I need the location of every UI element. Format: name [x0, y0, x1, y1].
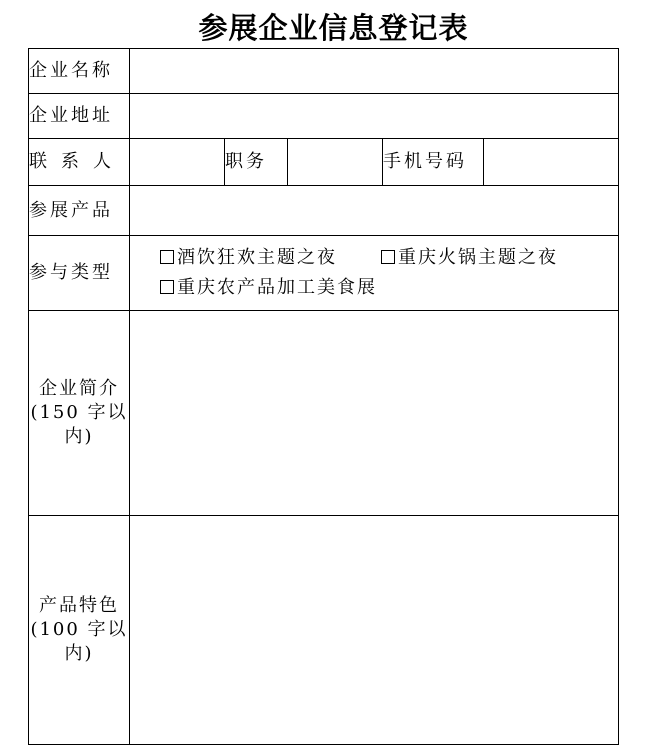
position-field[interactable]	[288, 139, 383, 186]
product-features-label	[29, 516, 130, 745]
company-name-label: 企业名称	[29, 49, 130, 94]
phone-field[interactable]	[484, 139, 619, 186]
option-chongqing-hotpot-night[interactable]	[381, 243, 558, 273]
product-features-label-line2: (100 字以	[30, 619, 128, 640]
participation-type-options	[130, 236, 619, 311]
contact-label: 联系人	[29, 139, 130, 186]
product-features-label-line1: 产品特色	[39, 595, 119, 616]
option-wine-carnival-night[interactable]	[160, 243, 337, 273]
option-chongqing-hotpot-night-label: 重庆火锅主题之夜	[398, 247, 558, 268]
company-intro-label-line2: (150 字以	[30, 402, 128, 423]
company-intro-label	[29, 311, 130, 516]
row-contact	[29, 139, 619, 186]
products-label: 参展产品	[29, 186, 130, 236]
page-title: 参展企业信息登记表	[198, 11, 469, 45]
product-features-field[interactable]	[130, 516, 619, 745]
company-intro-label-line1: 企业简介	[39, 378, 119, 399]
row-products	[29, 186, 619, 236]
contact-field[interactable]	[130, 139, 225, 186]
company-intro-field[interactable]	[130, 311, 619, 516]
row-participation-type	[29, 236, 619, 311]
row-company-intro	[29, 311, 619, 516]
company-address-field[interactable]	[130, 94, 619, 139]
position-label: 职务	[225, 139, 288, 186]
row-company-address	[29, 94, 619, 139]
company-intro-label-line3: 内)	[64, 426, 94, 447]
checkbox-icon[interactable]	[381, 250, 395, 264]
option-agricultural-food-expo[interactable]	[160, 273, 377, 303]
registration-form-table	[28, 48, 619, 745]
phone-label: 手机号码	[383, 139, 484, 186]
row-product-features	[29, 516, 619, 745]
option-wine-carnival-night-label: 酒饮狂欢主题之夜	[177, 247, 337, 268]
company-address-label: 企业地址	[29, 94, 130, 139]
products-field[interactable]	[130, 186, 619, 236]
company-name-field[interactable]	[130, 49, 619, 94]
checkbox-icon[interactable]	[160, 280, 174, 294]
participation-type-label: 参与类型	[29, 236, 130, 311]
row-company-name	[29, 49, 619, 94]
product-features-label-line3: 内)	[64, 643, 94, 664]
option-agricultural-food-expo-label: 重庆农产品加工美食展	[177, 277, 377, 298]
checkbox-icon[interactable]	[160, 250, 174, 264]
